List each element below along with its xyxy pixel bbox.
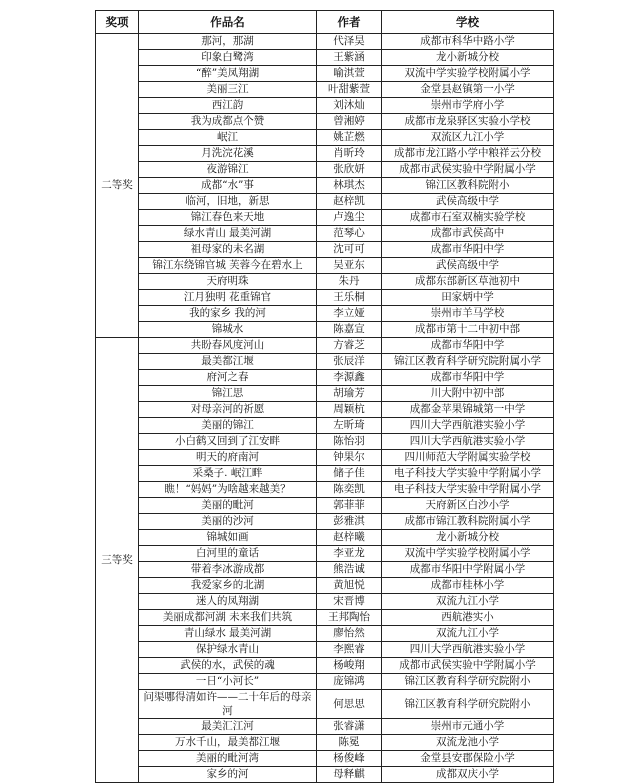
table-row xyxy=(96,514,554,530)
title-cell: 锦城水 xyxy=(139,322,317,338)
school-cell: 金堂县安郡保险小学 xyxy=(382,751,554,767)
school-cell: 成都市武侯高中 xyxy=(382,226,554,242)
school-cell: 成都市锦江教科院附属小学 xyxy=(382,514,554,530)
table-row xyxy=(96,450,554,466)
school-cell: 成都市华阳中学 xyxy=(382,370,554,386)
table-row xyxy=(96,578,554,594)
table-row xyxy=(96,50,554,66)
title-cell: 美丽的沙河 xyxy=(139,514,317,530)
title-cell: 印象白鹭湾 xyxy=(139,50,317,66)
author-cell: 张辰洋 xyxy=(317,354,382,370)
author-cell: 代泽昊 xyxy=(317,34,382,50)
author-cell: 赵梓凯 xyxy=(317,194,382,210)
school-cell: 龙小新城分校 xyxy=(382,50,554,66)
school-cell: 四川大学西航港实验小学 xyxy=(382,418,554,434)
title-cell: 一日“小河长” xyxy=(139,674,317,690)
table-row xyxy=(96,194,554,210)
title-cell: 绿水青山 最美河湖 xyxy=(139,226,317,242)
title-cell: 保护绿水青山 xyxy=(139,642,317,658)
table-row xyxy=(96,719,554,735)
author-cell: 陈嘉宣 xyxy=(317,322,382,338)
table-row xyxy=(96,466,554,482)
school-cell: 锦江区教育科学研究院附属小学 xyxy=(382,354,554,370)
table-row xyxy=(96,690,554,719)
school-cell: 崇州市元通小学 xyxy=(382,719,554,735)
school-cell: 成都市龙泉驿区实验小学校 xyxy=(382,114,554,130)
table-row xyxy=(96,610,554,626)
school-cell: 成都市第十二中初中部 xyxy=(382,322,554,338)
author-cell: 张睿潇 xyxy=(317,719,382,735)
school-cell: 双流龙池小学 xyxy=(382,735,554,751)
table-row xyxy=(96,210,554,226)
title-cell: 白河里的童话 xyxy=(139,546,317,562)
table-row xyxy=(96,98,554,114)
school-cell: 双流中学实验学校附属小学 xyxy=(382,546,554,562)
school-cell: 龙小新城分校 xyxy=(382,530,554,546)
author-cell: 陈奕凯 xyxy=(317,482,382,498)
author-cell: 庞锦鸿 xyxy=(317,674,382,690)
header-author: 作者 xyxy=(317,11,382,34)
author-cell: 朱丹 xyxy=(317,274,382,290)
title-cell: 美丽成都河湖 未来我们共筑 xyxy=(139,610,317,626)
school-cell: 成都市华阳中学附属小学 xyxy=(382,562,554,578)
school-cell: 成都双庆小学 xyxy=(382,767,554,783)
school-cell: 成都金苹果锦城第一中学 xyxy=(382,402,554,418)
author-cell: 杨俊峰 xyxy=(317,751,382,767)
title-cell: 西江韵 xyxy=(139,98,317,114)
title-cell: 江月独明 花重锦官 xyxy=(139,290,317,306)
title-cell: 锦城如画 xyxy=(139,530,317,546)
school-cell: 锦江区教育科学研究院附小 xyxy=(382,690,554,719)
school-cell: 成都市华阳中学 xyxy=(382,338,554,354)
awards-table xyxy=(95,10,554,783)
school-cell: 成都市武侯实验中学附属小学 xyxy=(382,162,554,178)
title-cell: 月洗浣花溪 xyxy=(139,146,317,162)
author-cell: 吴亚东 xyxy=(317,258,382,274)
table-row xyxy=(96,482,554,498)
title-cell: 带着李冰游成都 xyxy=(139,562,317,578)
title-cell: 天府明珠 xyxy=(139,274,317,290)
table-row xyxy=(96,562,554,578)
table-row xyxy=(96,162,554,178)
school-cell: 双流九江小学 xyxy=(382,626,554,642)
author-cell: 曾湘婷 xyxy=(317,114,382,130)
author-cell: 杨峻翔 xyxy=(317,658,382,674)
table-row xyxy=(96,82,554,98)
table-row xyxy=(96,370,554,386)
school-cell: 田家炳中学 xyxy=(382,290,554,306)
table-row xyxy=(96,658,554,674)
school-cell: 成都市龙江路小学中粮祥云分校 xyxy=(382,146,554,162)
title-cell: 最美汇江河 xyxy=(139,719,317,735)
author-cell: 陈怡羽 xyxy=(317,434,382,450)
author-cell: 周颖杭 xyxy=(317,402,382,418)
author-cell: 范琴心 xyxy=(317,226,382,242)
school-cell: 天府新区白沙小学 xyxy=(382,498,554,514)
title-cell: 美丽的锦江 xyxy=(139,418,317,434)
title-cell: 美丽的毗河 xyxy=(139,498,317,514)
title-cell: “醉”美凤翔湖 xyxy=(139,66,317,82)
table-row xyxy=(96,258,554,274)
school-cell: 四川大学西航港实验小学 xyxy=(382,642,554,658)
title-cell: 最美都江堰 xyxy=(139,354,317,370)
table-row xyxy=(96,338,554,354)
table-row xyxy=(96,418,554,434)
author-cell: 肖昕玲 xyxy=(317,146,382,162)
table-row xyxy=(96,306,554,322)
author-cell: 李源鑫 xyxy=(317,370,382,386)
author-cell: 姚芷燃 xyxy=(317,130,382,146)
title-cell: 小白鹤又回到了江安畔 xyxy=(139,434,317,450)
table-row xyxy=(96,546,554,562)
author-cell: 王紫涵 xyxy=(317,50,382,66)
author-cell: 钟果尔 xyxy=(317,450,382,466)
school-cell: 双流中学实验学校附属小学 xyxy=(382,66,554,82)
table-row xyxy=(96,594,554,610)
author-cell: 李立娅 xyxy=(317,306,382,322)
title-cell: 美丽的毗河湾 xyxy=(139,751,317,767)
table-row xyxy=(96,34,554,50)
title-cell: 对母亲河的祈愿 xyxy=(139,402,317,418)
table-row xyxy=(96,114,554,130)
title-cell: 美丽三江 xyxy=(139,82,317,98)
prize-cell: 三等奖 xyxy=(96,338,139,783)
table-row xyxy=(96,386,554,402)
author-cell: 宋晋博 xyxy=(317,594,382,610)
author-cell: 胡瑜芳 xyxy=(317,386,382,402)
author-cell: 彭雅淇 xyxy=(317,514,382,530)
title-cell: 明天的府南河 xyxy=(139,450,317,466)
title-cell: 采桑子. 岷江畔 xyxy=(139,466,317,482)
title-cell: 迷人的凤翔湖 xyxy=(139,594,317,610)
prize-cell: 二等奖 xyxy=(96,34,139,338)
title-cell: 共盼春风度河山 xyxy=(139,338,317,354)
title-cell: 祖母家的未名湖 xyxy=(139,242,317,258)
table-row xyxy=(96,146,554,162)
title-cell: 我爱家乡的北湖 xyxy=(139,578,317,594)
school-cell: 锦江区教科院附小 xyxy=(382,178,554,194)
school-cell: 四川师范大学附属实验学校 xyxy=(382,450,554,466)
title-cell: 武侯的水，武侯的魂 xyxy=(139,658,317,674)
author-cell: 储子佳 xyxy=(317,466,382,482)
author-cell: 郭菲菲 xyxy=(317,498,382,514)
header-school: 学校 xyxy=(382,11,554,34)
table-row xyxy=(96,434,554,450)
author-cell: 黄旭悦 xyxy=(317,578,382,594)
table-row xyxy=(96,66,554,82)
author-cell: 方睿芝 xyxy=(317,338,382,354)
table-row xyxy=(96,322,554,338)
author-cell: 熊浩诚 xyxy=(317,562,382,578)
school-cell: 武侯高级中学 xyxy=(382,258,554,274)
header-prize: 奖项 xyxy=(96,11,139,34)
title-cell: 我的家乡 我的河 xyxy=(139,306,317,322)
title-cell: 瞧！“妈妈”为啥越来越美？ xyxy=(139,482,317,498)
title-cell: 问渠哪得清如许——二十年后的母亲河 xyxy=(139,690,317,719)
table-row xyxy=(96,290,554,306)
author-cell: 叶甜紫萱 xyxy=(317,82,382,98)
author-cell: 何思思 xyxy=(317,690,382,719)
title-cell: 家乡的河 xyxy=(139,767,317,783)
table-row xyxy=(96,642,554,658)
table-row xyxy=(96,274,554,290)
school-cell: 成都市科华中路小学 xyxy=(382,34,554,50)
title-cell: 我为成都点个赞 xyxy=(139,114,317,130)
school-cell: 电子科技大学实验中学附属小学 xyxy=(382,466,554,482)
title-cell: 临河，旧地，新思 xyxy=(139,194,317,210)
author-cell: 陈冕 xyxy=(317,735,382,751)
author-cell: 刘沐灿 xyxy=(317,98,382,114)
title-cell: 万水千山，最美都江堰 xyxy=(139,735,317,751)
title-cell: 锦江东绕锦官城 芙蓉今在碧水上 xyxy=(139,258,317,274)
author-cell: 李熙睿 xyxy=(317,642,382,658)
school-cell: 成都东部新区草池初中 xyxy=(382,274,554,290)
table-row xyxy=(96,735,554,751)
title-cell: 岷江 xyxy=(139,130,317,146)
school-cell: 成都市石室双楠实验学校 xyxy=(382,210,554,226)
title-cell: 成都“水”事 xyxy=(139,178,317,194)
author-cell: 沈可可 xyxy=(317,242,382,258)
table-row xyxy=(96,674,554,690)
author-cell: 廖怡然 xyxy=(317,626,382,642)
title-cell: 青山绿水 最美河湖 xyxy=(139,626,317,642)
table-row xyxy=(96,130,554,146)
school-cell: 双流区九江小学 xyxy=(382,130,554,146)
author-cell: 张欣妍 xyxy=(317,162,382,178)
author-cell: 赵梓曦 xyxy=(317,530,382,546)
author-cell: 李亚龙 xyxy=(317,546,382,562)
author-cell: 王乐桐 xyxy=(317,290,382,306)
author-cell: 母释麒 xyxy=(317,767,382,783)
author-cell: 左昕琦 xyxy=(317,418,382,434)
school-cell: 成都市桂林小学 xyxy=(382,578,554,594)
table-row xyxy=(96,498,554,514)
header-title: 作品名 xyxy=(139,11,317,34)
school-cell: 崇州市羊马学校 xyxy=(382,306,554,322)
title-cell: 府河之春 xyxy=(139,370,317,386)
table-row xyxy=(96,242,554,258)
school-cell: 双流九江小学 xyxy=(382,594,554,610)
school-cell: 电子科技大学实验中学附属小学 xyxy=(382,482,554,498)
table-row xyxy=(96,626,554,642)
header-row xyxy=(96,11,554,34)
table-row xyxy=(96,354,554,370)
author-cell: 喻淇萱 xyxy=(317,66,382,82)
table-row xyxy=(96,178,554,194)
author-cell: 卢逸尘 xyxy=(317,210,382,226)
school-cell: 锦江区教育科学研究院附小 xyxy=(382,674,554,690)
school-cell: 成都市华阳中学 xyxy=(382,242,554,258)
school-cell: 金堂县赵镇第一小学 xyxy=(382,82,554,98)
title-cell: 锦江思 xyxy=(139,386,317,402)
title-cell: 那河，那湖 xyxy=(139,34,317,50)
title-cell: 夜游锦江 xyxy=(139,162,317,178)
author-cell: 林琪杰 xyxy=(317,178,382,194)
table-row xyxy=(96,226,554,242)
school-cell: 崇州市学府小学 xyxy=(382,98,554,114)
school-cell: 四川大学西航港实验小学 xyxy=(382,434,554,450)
school-cell: 西航港实小 xyxy=(382,610,554,626)
title-cell: 锦江春色来天地 xyxy=(139,210,317,226)
table-row xyxy=(96,530,554,546)
school-cell: 川大附中初中部 xyxy=(382,386,554,402)
school-cell: 武侯高级中学 xyxy=(382,194,554,210)
author-cell: 王邦陶怡 xyxy=(317,610,382,626)
table-row xyxy=(96,402,554,418)
school-cell: 成都市武侯实验中学附属小学 xyxy=(382,658,554,674)
table-row xyxy=(96,751,554,767)
